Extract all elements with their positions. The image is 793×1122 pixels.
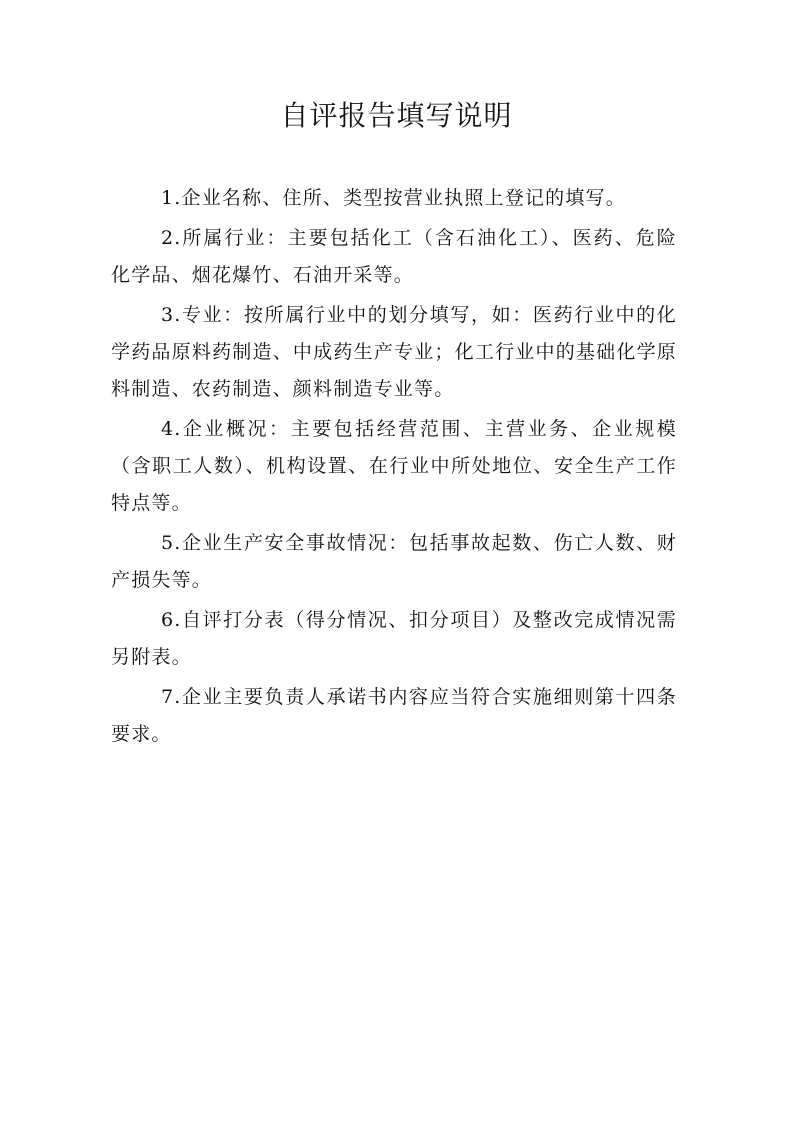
instruction-item-7: 7.企业主要负责人承诺书内容应当符合实施细则第十四条要求。 [111,686,677,745]
instruction-item-6: 6.自评打分表（得分情况、扣分项目）及整改完成情况需另附表。 [111,609,677,668]
instruction-item-2: 2.所属行业：主要包括化工（含石油化工）、医药、危险化学品、烟花爆竹、石油开采等。 [111,227,677,286]
instruction-item-3: 3.专业：按所属行业中的划分填写，如：医药行业中的化学药品原料药制造、中成药生产专业；化工行业中的基础化学原料制造、农药制造、颜料制造专业等。 [111,304,677,400]
instruction-item-5: 5.企业生产安全事故情况：包括事故起数、伤亡人数、财产损失等。 [111,532,677,591]
instruction-item-1: 1.企业名称、住所、类型按营业执照上登记的填写。 [161,187,626,209]
instruction-list [111,180,677,756]
instruction-item-4: 4.企业概况：主要包括经营范围、主营业务、企业规模（含职工人数）、机构设置、在行业中所处地位、安全生产工作特点等。 [111,418,677,514]
document-title: 自评报告填写说明 [280,99,513,132]
